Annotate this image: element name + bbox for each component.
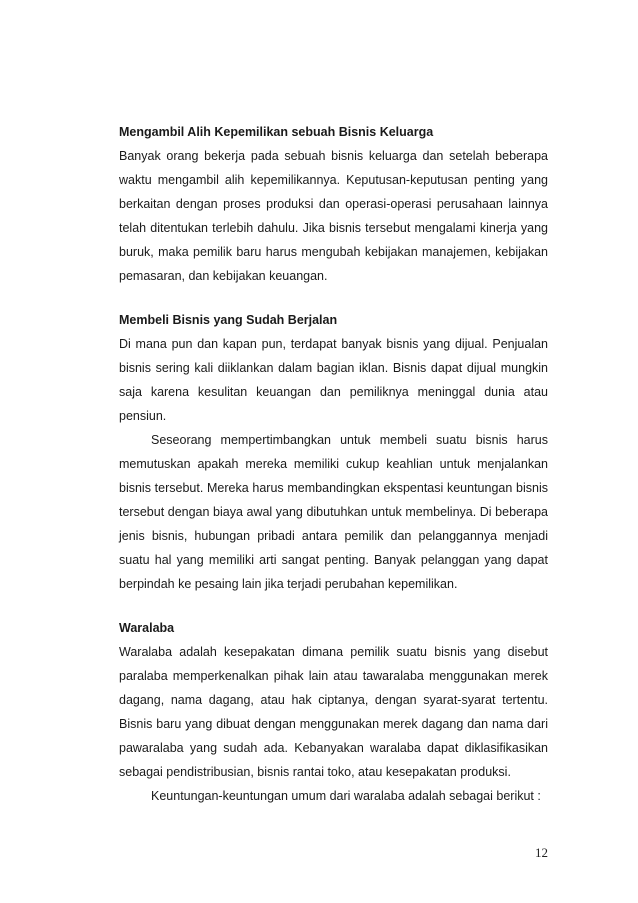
section-spacer (119, 288, 548, 308)
paragraph: Seseorang mempertimbangkan untuk membeli suatu bisnis harus memutuskan apakah mereka memiliki cukup keahlian untuk menjalankan bisnis tersebut. Mereka harus membandingkan ekspentasi keuntungan bisnis tersebut dengan biaya awal yang dibutuhkan untuk membelinya. Di beberapa jenis bisnis, hubungan pribadi antara pemilik dan pelanggannya menjadi suatu hal yang memiliki arti sangat penting. Banyak pelanggan yang dapat berpindah ke pesaing lain jika terjadi perubahan kepemilikan. (119, 433, 548, 591)
document-page (119, 120, 548, 808)
section-heading: Mengambil Alih Kepemilikan sebuah Bisnis Keluarga (119, 125, 434, 139)
paragraph: Keuntungan-keuntungan umum dari waralaba adalah sebagai berikut : (151, 789, 541, 803)
section-buy-existing-business (119, 308, 548, 596)
paragraph: Banyak orang bekerja pada sebuah bisnis keluarga dan setelah beberapa waktu mengambil alih kepemilikannya. Keputusan-keputusan penting yang berkaitan dengan proses produksi dan operasi-operasi perusahaan lainnya telah ditentukan terlebih dahulu. Jika bisnis tersebut mengalami kinerja yang buruk, maka pemilik baru harus mengubah kebijakan manajemen, kebijakan pemasaran, dan kebijakan keuangan. (119, 149, 548, 283)
section-heading: Waralaba (119, 621, 175, 635)
section-spacer (119, 596, 548, 616)
paragraph: Waralaba adalah kesepakatan dimana pemilik suatu bisnis yang disebut paralaba memperkenalkan pihak lain atau tawaralaba menggunakan merek dagang, nama dagang, atau hak ciptanya, dengan syarat-syarat tertentu. Bisnis baru yang dibuat dengan menggunakan merek dagang dan nama dari pawaralaba yang sudah ada. Kebanyakan waralaba dapat diklasifikasikan sebagai pendistribusian, bisnis rantai toko, atau kesepakatan produksi. (119, 645, 548, 779)
section-franchise (119, 616, 548, 808)
section-heading: Membeli Bisnis yang Sudah Berjalan (119, 313, 338, 327)
paragraph: Di mana pun dan kapan pun, terdapat banyak bisnis yang dijual. Penjualan bisnis sering kali diiklankan dalam bagian iklan. Bisnis dapat dijual mungkin saja karena kesulitan keuangan dan pemiliknya meninggal dunia atau pensiun. (119, 337, 548, 423)
page-number: 12 (535, 845, 548, 860)
section-family-business (119, 120, 548, 288)
